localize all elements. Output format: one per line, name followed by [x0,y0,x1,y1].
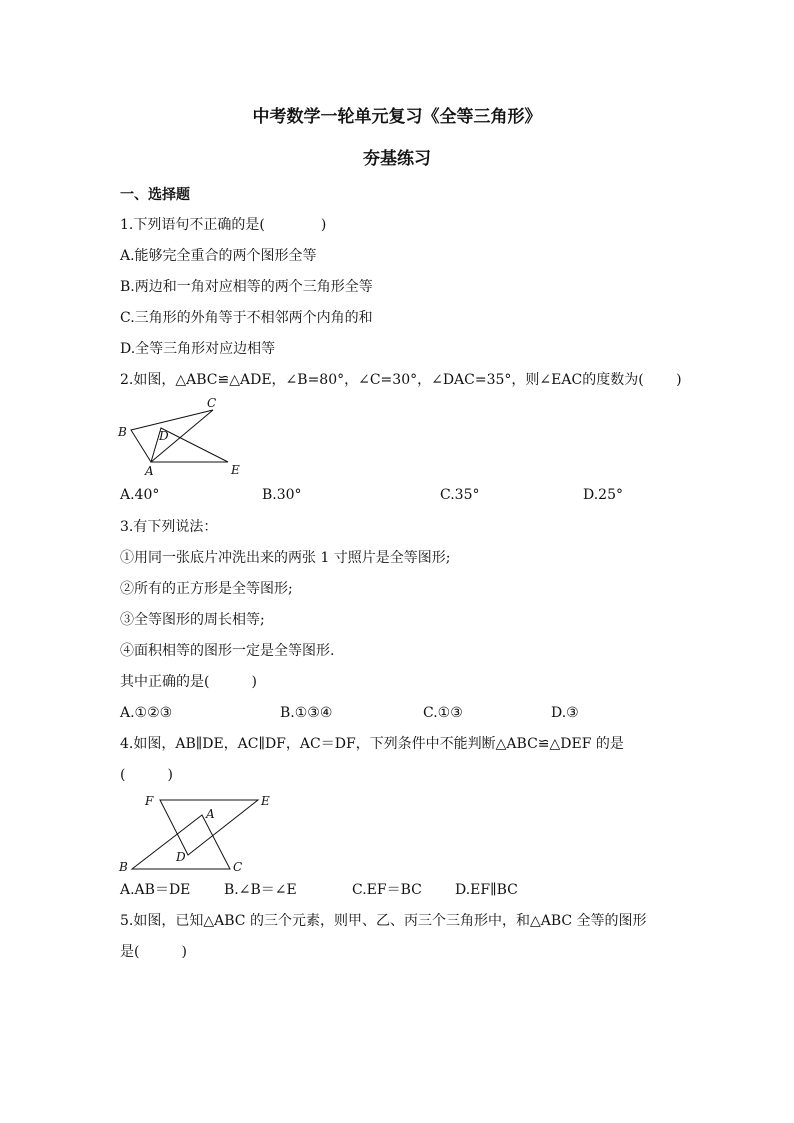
q3-option-a: A.①②③ [120,705,173,721]
q4-answer-paren: ( ) [120,767,173,783]
q2-stem: 2.如图，△ABC≌△ADE，∠B=80°，∠C=30°，∠DAC=35°，则∠EAC的度数为( ) [120,372,682,388]
q1-option-a: A.能够完全重合的两个图形全等 [120,248,317,264]
q5-stem-continued: 是( ) [120,944,187,960]
q2-option-b: B.30° [262,487,302,503]
q4-option-c: C.EF＝BC [352,882,422,898]
q3-question: 其中正确的是( ) [120,674,257,690]
q5-stem: 5.如图，已知△ABC 的三个元素，则甲、乙、丙三个三角形中，和△ABC 全等的图形 [120,913,647,929]
q4-option-b: B.∠B＝∠E [224,882,297,898]
q1-option-d: D.全等三角形对应边相等 [120,341,276,357]
q2-label-d: D [159,429,169,443]
document-title: 中考数学一轮单元复习《全等三角形》 [252,107,542,127]
q2-label-b: B [118,425,127,439]
q3-statement-3: ③全等图形的周长相等; [120,612,265,628]
q4-label-a: A [206,807,215,821]
q3-stem: 3.有下列说法： [120,519,218,535]
q2-label-c: C [207,396,217,410]
q2-option-c: C.35° [440,487,480,503]
document-subtitle: 夯基练习 [363,149,431,169]
q1-option-b: B.两边和一角对应相等的两个三角形全等 [120,279,373,295]
q2-option-a: A.40° [120,487,160,503]
q3-statement-2: ②所有的正方形是全等图形; [120,581,293,597]
q4-label-f: F [145,794,154,808]
q2-option-d: D.25° [583,487,623,503]
q1-option-c: C.三角形的外角等于不相邻两个内角的和 [120,310,373,326]
q3-option-c: C.①③ [423,705,463,721]
q1-stem: 1.下列语句不正确的是( ) [120,217,327,233]
q4-label-b: B [119,860,128,874]
q4-label-c: C [233,860,243,874]
section-heading: 一、选择题 [120,187,190,203]
q4-stem: 4.如图，AB∥DE，AC∥DF，AC＝DF，下列条件中不能判断△ABC≌△DEF 的是 [120,736,624,752]
q3-statement-4: ④面积相等的图形一定是全等图形. [120,643,335,659]
q4-label-d: D [176,850,186,864]
q4-label-e: E [261,794,270,808]
q4-option-a: A.AB＝DE [120,882,191,898]
q3-option-b: B.①③④ [280,705,333,721]
q2-label-a: A [145,464,154,478]
q2-label-e: E [231,463,240,477]
q3-option-d: D.③ [551,705,579,721]
q3-statement-1: ①用同一张底片冲洗出来的两张 1 寸照片是全等图形; [120,550,451,566]
q4-option-d: D.EF∥BC [455,882,518,898]
